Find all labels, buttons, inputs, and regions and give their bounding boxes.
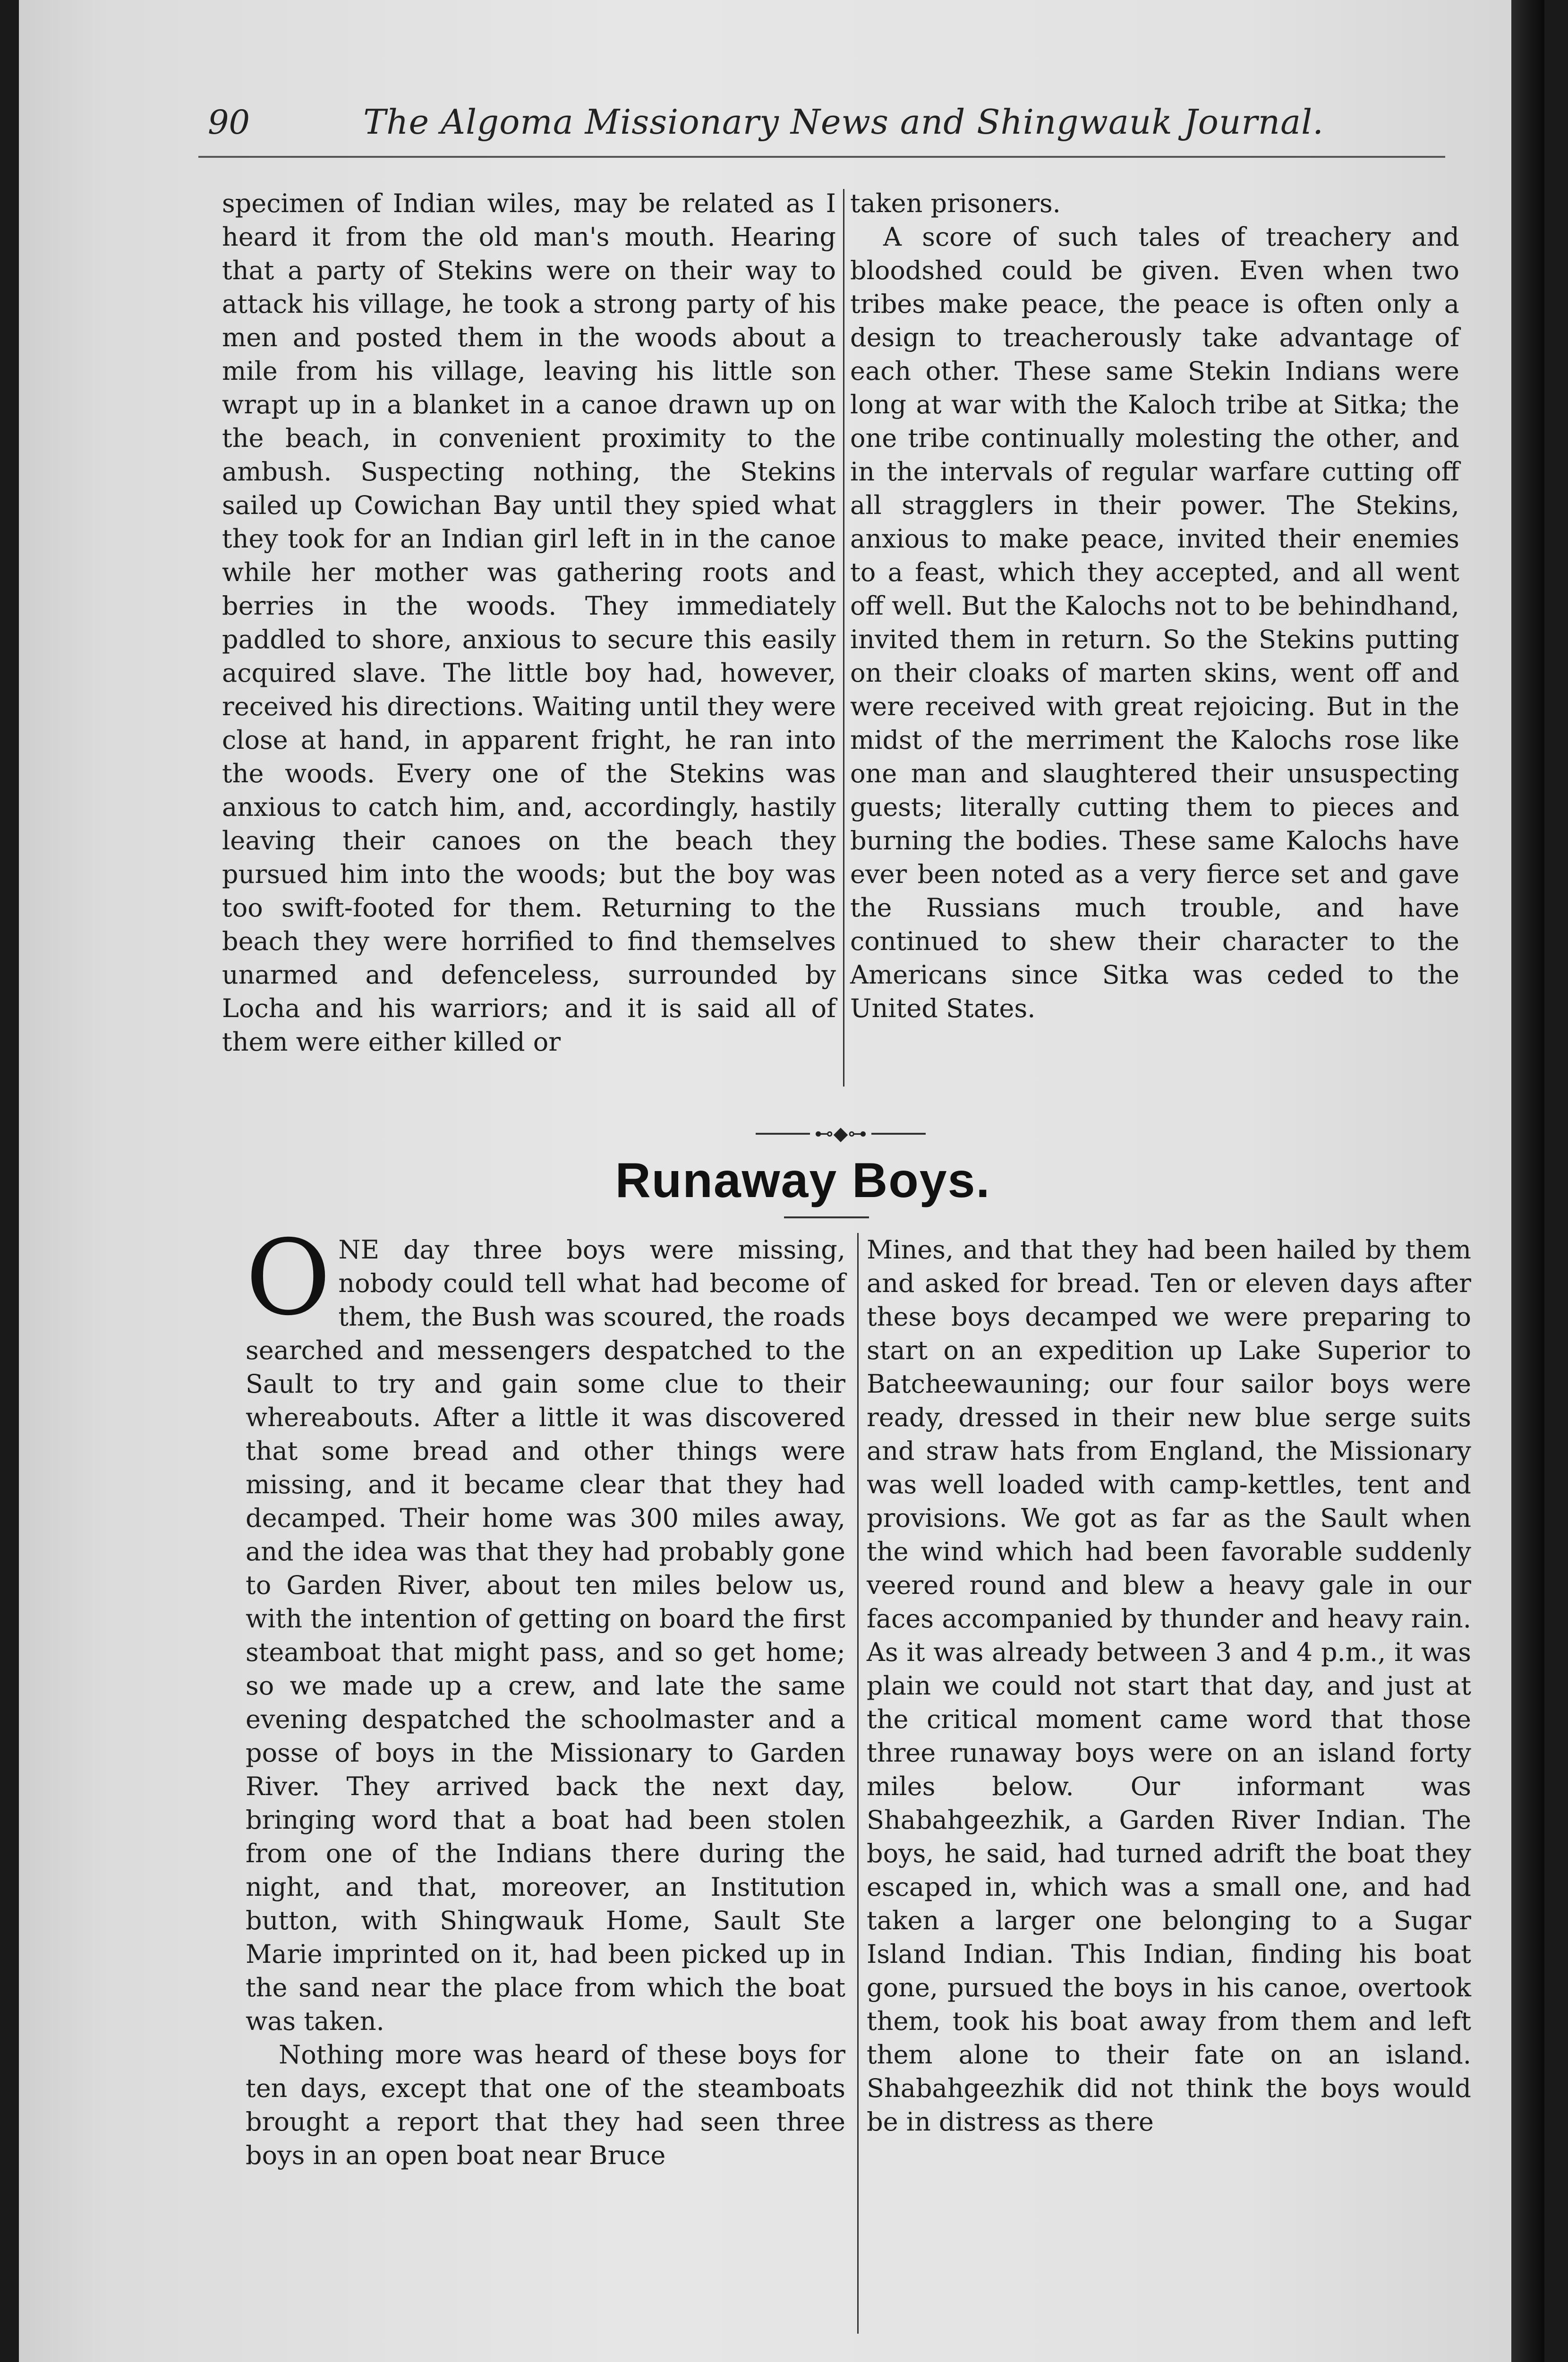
divider-ornament: ⊷◆⊶ <box>814 1123 867 1145</box>
upper-article-column-2 <box>850 187 1459 1025</box>
article-title: Runaway Boys. <box>615 1153 991 1208</box>
drop-cap: O <box>246 1217 331 1338</box>
section-divider <box>756 1124 926 1143</box>
header-rule <box>198 156 1445 158</box>
title-rule <box>784 1216 869 1218</box>
paragraph <box>246 1217 845 2038</box>
paragraph: specimen of Indian wiles, may be related as I heard it from the old man's mouth. Hearing that a party of Stekins were on their way to attack his village, he took a strong party of his men and posted them in the woods about a mile from his village, leaving his little son wrapt up in a blanket in a canoe drawn up on the beach, in convenient proximity to the ambush. Suspecting nothing, the Stekins sailed up Cowichan Bay until they spied what they took for an Indian girl left in in the canoe while her mother was gathering roots and berries in the woods. They immediately paddled to shore, anxious to secure this easily acquired slave. The little boy had, however, received his directions. Waiting until they were close at hand, in apparent fright, he ran into the woods. Every one of the Stekins was anxious to catch him, and, accordingly, hastily leaving their canoes on the beach they pursued him into the woods; but the boy was too swift-footed for them. Returning to the beach they were horrified to find themselves unarmed and defenceless, surrounded by Locha and his warriors; and it is said all of them were either killed or <box>222 188 836 1057</box>
column-divider <box>857 1233 859 2334</box>
page-header <box>208 85 1483 142</box>
paragraph: Mines, and that they had been hailed by them and asked for bread. Ten or eleven days after these boys decamped we were preparing to start on an expedition up Lake Superior to Batcheewauning; our four sailor boys were ready, dressed in their new blue serge suits and straw hats from England, the Missionary was well loaded with camp-kettles, tent and provisions. We got as far as the Sault when the wind which had been favorable suddenly veered round and blew a heavy gale in our faces accompanied by thunder and heavy rain. As it was already between 3 and 4 p.m., it was plain we could not start that day, and just at the critical moment came word that those three runaway boys were on an island forty miles below. Our informant was Shabahgeezhik, a Garden River Indian. The boys, he said, had turned adrift the boat they escaped in, which was a small one, and had taken a larger one belonging to a Sugar Island Indian. This Indian, finding his boat gone, pursued the boys in his canoe, overtook them, took his boat away from them and left them alone to their fate on an island. Shabahgeezhik did not think the boys would be in distress as there <box>867 1235 1471 2137</box>
page-number: 90 <box>208 103 250 142</box>
runaway-article-column-1 <box>246 1217 845 2172</box>
running-title: The Algoma Missionary News and Shingwauk Journal. <box>363 102 1324 142</box>
newspaper-page <box>19 0 1544 2362</box>
page-edge-shadow <box>1511 0 1544 2362</box>
upper-article-column-1 <box>222 187 836 1059</box>
paragraph: Nothing more was heard of these boys for ten days, except that one of the steamboats brought a report that they had seen three boys in an open boat near Bruce <box>246 2040 845 2170</box>
runaway-article-column-2 <box>867 1233 1471 2139</box>
paragraph: A score of such tales of treachery and bloodshed could be given. Even when two tribes make peace, the peace is often only a design to treacherously take advantage of each other. These same Stekin Indians were long at war with the Kaloch tribe at Sitka; the one tribe continually molesting the other, and in the intervals of regular warfare cutting off all stragglers in their power. The Stekins, anxious to make peace, invited their enemies to a feast, which they accepted, and all went off well. But the Kalochs not to be behindhand, invited them in return. So the Stekins putting on their cloaks of marten skins, went off and were received with great rejoicing. But in the midst of the merriment the Kalochs rose like one man and slaughtered their unsuspecting guests; literally cutting them to pieces and burning the bodies. These same Kalochs have ever been noted as a very fierce set and gave the Russians much trouble, and have continued to shew their character to the Americans since Sitka was ceded to the United States. <box>850 222 1459 1023</box>
paragraph-text: NE day three boys were missing, nobody could tell what had become of them, the Bush was scoured, the roads searched and messengers despatched to the Sault to try and gain some clue to their whereabouts. After a little it was discovered that some bread and other things were missing, and it became clear that they had decamped. Their home was 300 miles away, and the idea was that they had probably gone to Garden River, about ten miles below us, with the intention of getting on board the first steamboat that might pass, and so get home; so we made up a crew, and late the same evening despatched the schoolmaster and a posse of boys in the Missionary to Garden River. They arrived back the next day, bringing word that a boat had been stolen from one of the Indians there during the night, and that, moreover, an Institution button, with Shingwauk Home, Sault Ste Marie imprinted on it, had been picked up in the sand near the place from which the boat was taken. <box>246 1235 845 2036</box>
column-divider <box>843 189 844 1087</box>
paragraph: taken prisoners. <box>850 188 1061 218</box>
